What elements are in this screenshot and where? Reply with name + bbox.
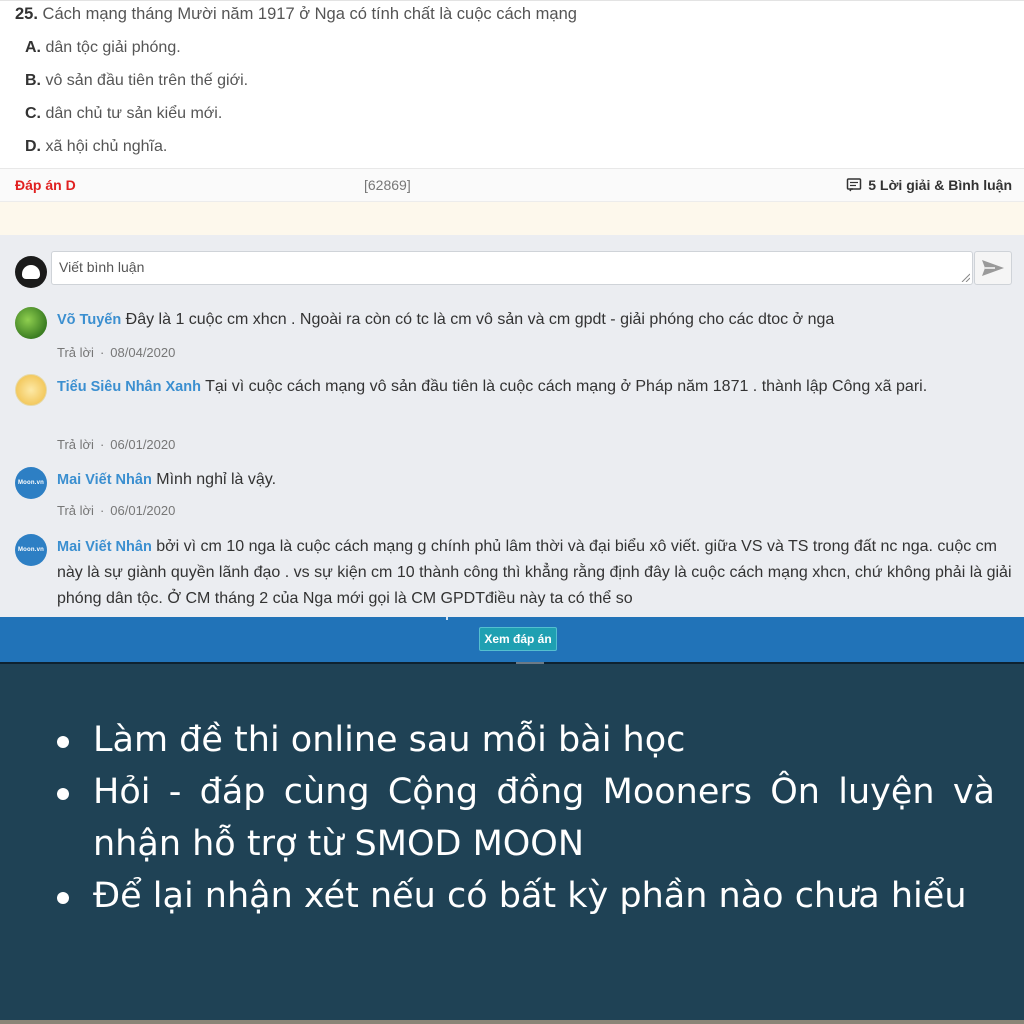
comment-input[interactable] — [51, 251, 973, 285]
comment-input-placeholder: Viết bình luận — [59, 259, 145, 275]
send-button[interactable] — [974, 251, 1012, 285]
answer-bar — [0, 168, 1024, 202]
option-text: xã hội chủ nghĩa. — [45, 138, 168, 155]
comment-text: Đây là 1 cuộc cm xhcn . Ngoài ra còn có tc là cm vô sản và cm gpdt - giải phóng cho các dtoc ở nga — [125, 311, 835, 328]
divider — [446, 617, 448, 620]
question-text: Cách mạng tháng Mười năm 1917 ở Nga có tính chất là cuộc cách mạng — [42, 5, 577, 23]
promo-list — [57, 714, 995, 922]
comment-date: 06/01/2020 — [110, 503, 176, 518]
option-text: dân chủ tư sản kiểu mới. — [45, 105, 223, 122]
comment-author[interactable]: Mai Viết Nhân — [57, 472, 152, 488]
avatar-logo-text: Moon.vn — [17, 547, 45, 553]
comment-meta: Trả lời · 06/01/2020 — [57, 437, 176, 452]
bottom-edge — [0, 1020, 1024, 1024]
comment-text: Tại vì cuộc cách mạng vô sản đầu tiên là cuộc cách mạng ở Pháp năm 1871 . thành lập Công xã pari. — [205, 378, 928, 395]
option-letter: B. — [25, 72, 41, 89]
send-icon — [981, 258, 1005, 278]
avatar-logo-text: Moon.vn — [17, 480, 45, 486]
option-letter: D. — [25, 138, 41, 155]
promo-panel — [0, 664, 1024, 1024]
comment-body — [57, 374, 1007, 400]
question-block — [0, 0, 1024, 168]
option-c[interactable] — [25, 105, 222, 123]
question-title — [15, 5, 577, 24]
comment-section — [0, 235, 1024, 617]
comments-link[interactable] — [846, 177, 1012, 193]
comment-date: 06/01/2020 — [110, 437, 176, 452]
separator-band — [0, 202, 1024, 235]
comment-meta: Trả lời · 08/04/2020 — [57, 345, 176, 360]
comment-body — [57, 534, 1023, 612]
show-answer-button[interactable]: Xem đáp án — [479, 627, 557, 651]
promo-item: Để lại nhận xét nếu có bất kỳ phần nào chưa hiểu — [57, 870, 995, 922]
option-text: vô sản đầu tiên trên thế giới. — [45, 72, 249, 89]
reply-link[interactable]: Trả lời — [57, 437, 94, 452]
avatar[interactable] — [15, 307, 47, 339]
comment-author[interactable]: Võ Tuyến — [57, 312, 122, 328]
comment-body — [57, 467, 1007, 493]
reply-link[interactable]: Trả lời — [57, 345, 94, 360]
show-answer-bar — [0, 617, 1024, 663]
comment-date: 08/04/2020 — [110, 345, 176, 360]
comment-text: bởi vì cm 10 nga là cuộc cách mạng g chính phủ lâm thời và đại biểu xô viết. giữa VS và TS trong đất nc nga. cuộc cm này là sự giành quyền lãnh đạo . vs sự kiện cm 10 thành công thì khẳng rằng định đây là cuộc cách mạng xhcn, chứ không phải là giải phóng dân tộc. Ở CM tháng 2 của Nga mới gọi là CM GPDTđiều này ta có thể so — [57, 538, 1012, 607]
answer-label: Đáp án D — [15, 177, 76, 193]
option-letter: C. — [25, 105, 41, 122]
option-letter: A. — [25, 39, 41, 56]
resize-grip-icon[interactable] — [961, 273, 970, 282]
comments-link-label: 5 Lời giải & Bình luận — [868, 177, 1012, 193]
reply-link[interactable]: Trả lời — [57, 503, 94, 518]
option-a[interactable] — [25, 39, 181, 57]
avatar[interactable] — [15, 467, 47, 499]
comment-author[interactable]: Tiểu Siêu Nhân Xanh — [57, 379, 201, 395]
comment-icon — [846, 177, 862, 193]
comment-text: Mình nghỉ là vậy. — [156, 471, 277, 488]
option-text: dân tộc giải phóng. — [45, 39, 181, 56]
comment-meta: Trả lời · 06/01/2020 — [57, 503, 176, 518]
comment-body — [57, 307, 1007, 333]
question-number: 25. — [15, 5, 38, 23]
avatar[interactable] — [15, 534, 47, 566]
option-b[interactable] — [25, 72, 248, 90]
promo-item: Hỏi - đáp cùng Cộng đồng Mooners Ôn luyện và nhận hỗ trợ từ SMOD MOON — [57, 766, 995, 870]
promo-item: Làm đề thi online sau mỗi bài học — [57, 714, 995, 766]
avatar[interactable] — [15, 374, 47, 406]
question-id: [62869] — [364, 177, 411, 193]
option-d[interactable] — [25, 138, 167, 156]
comment-author[interactable]: Mai Viết Nhân — [57, 539, 152, 555]
avatar — [15, 256, 47, 288]
